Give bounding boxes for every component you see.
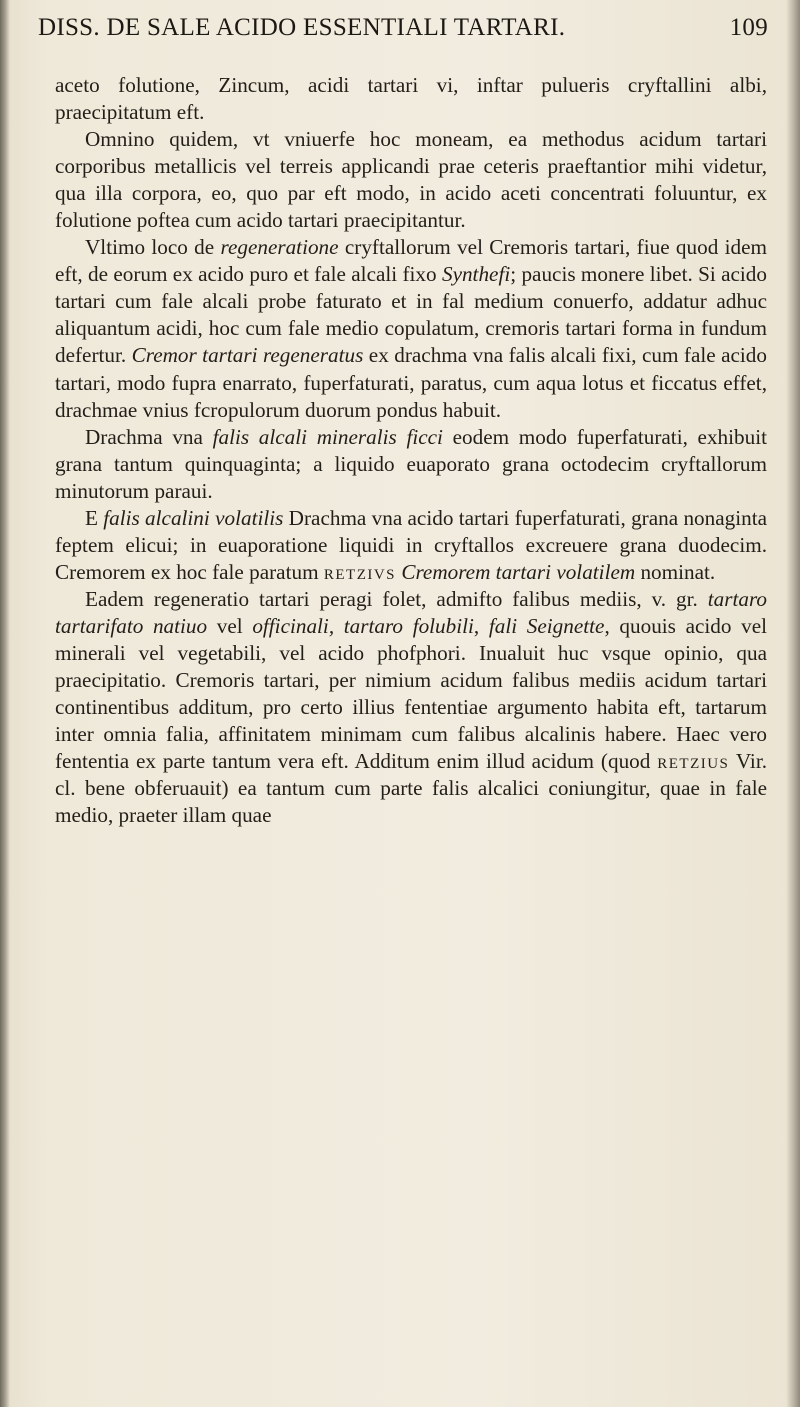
paragraph	[55, 72, 767, 126]
text-run: ; paucis monere libet. Si acido tartari cum fale alcali probe faturato et in fal medium conuerfo, addatur adhuc aliquantum acidi, hoc cum fale medio copulatum, cremoris tartari forma in fundum defertur.	[55, 262, 767, 368]
text-run: Eadem regeneratio tartari peragi folet, admifto falibus mediis, v. gr.	[85, 586, 708, 611]
italic-term: Cremor tartari regeneratus	[131, 343, 364, 368]
text-run: , quouis acido vel minerali vel vegetabili, vel acido phofphori. Inualuit huc vsque opinio, qua praecipitatio. Cremoris tartari, per nimium acidum falibus mediis acidum tartari continentibus additum, pro certo illius fententiae argumento habita eft, tartarum inter omnia falia, affinitatem minimam cum falibus alcalinis habere. Haec vero fententia ex parte tantum vera eft. Additum enim illud acidum (quod	[55, 613, 767, 774]
text-run: Drachma vna	[85, 424, 213, 449]
page-edge	[786, 0, 800, 1407]
page-gutter-shadow	[0, 0, 10, 1407]
paragraph	[55, 126, 767, 234]
paragraph	[55, 424, 767, 505]
italic-term: Cremorem tartari volatilem	[401, 559, 636, 584]
text-run: aceto folutione, Zincum, acidi tartari vi, inftar pulueris cryftallini albi, praecipitatum eft.	[55, 73, 767, 125]
text-run: Vir. cl. bene obferuauit) ea tantum cum parte falis alcalici coniungitur, quae in fale medio, praeter illam quae	[55, 749, 767, 828]
text-run: nominat.	[635, 559, 716, 584]
author-name: retzivs	[323, 559, 397, 584]
text-run: cryftallorum vel Cremoris tartari, fiue quod idem eft, de eorum ex acido puro et fale alcali fixo	[55, 235, 767, 287]
text-run: vel	[207, 613, 253, 638]
paragraph	[55, 234, 767, 423]
italic-term: officinali, tartaro folubili	[252, 613, 474, 638]
text-run: ex drachma vna falis alcali fixi, cum fale acido tartari, modo fupra enarrato, fuperfaturati, paratus, cum aqua lotus et ficcatus effet, drachmae vnius fcropulorum duorum pondus habuit.	[55, 343, 767, 422]
text-run: ,	[473, 613, 489, 638]
text-run: Vltimo loco de	[85, 235, 221, 260]
body-text	[55, 72, 767, 829]
author-name: retzius	[657, 749, 730, 774]
text-run: Omnino quidem, vt vniuerfe hoc moneam, ea methodus acidum tartari corporibus metallicis vel terreis applicandi prae ceteris praeftantior mihi videtur, qua illa corpora, eo, quo par eft modo, in acido aceti concentrati foluuntur, ex folutione poftea cum acido tartari praecipitantur.	[55, 127, 767, 233]
italic-term: Synthefi	[441, 262, 511, 287]
paragraph	[55, 586, 767, 829]
text-run: Drachma vna acido tartari fuperfaturati, grana nonaginta feptem elicui; in euaporatione liquidi in cryftallos excreuere grana duodecim. Cremorem ex hoc fale paratum	[55, 505, 767, 584]
italic-term: falis alcalini volatilis	[103, 505, 284, 530]
italic-term: falis alcali mineralis ficci	[212, 424, 443, 449]
italic-term: fali Seignette	[488, 613, 605, 638]
text-run: E	[85, 505, 104, 530]
italic-term: tartaro tartarifato natiuo	[55, 586, 767, 638]
text-run: eodem modo fuperfaturati, exhibuit grana tantum quinquaginta; a liquido euaporato grana octodecim cryftallorum minutorum paraui.	[55, 424, 767, 503]
page-number: 109	[729, 14, 768, 41]
italic-term: regeneratione	[220, 235, 339, 260]
running-header	[38, 14, 768, 48]
running-title: DISS. DE SALE ACIDO ESSENTIALI TARTARI.	[38, 14, 566, 41]
paragraph	[55, 505, 767, 586]
